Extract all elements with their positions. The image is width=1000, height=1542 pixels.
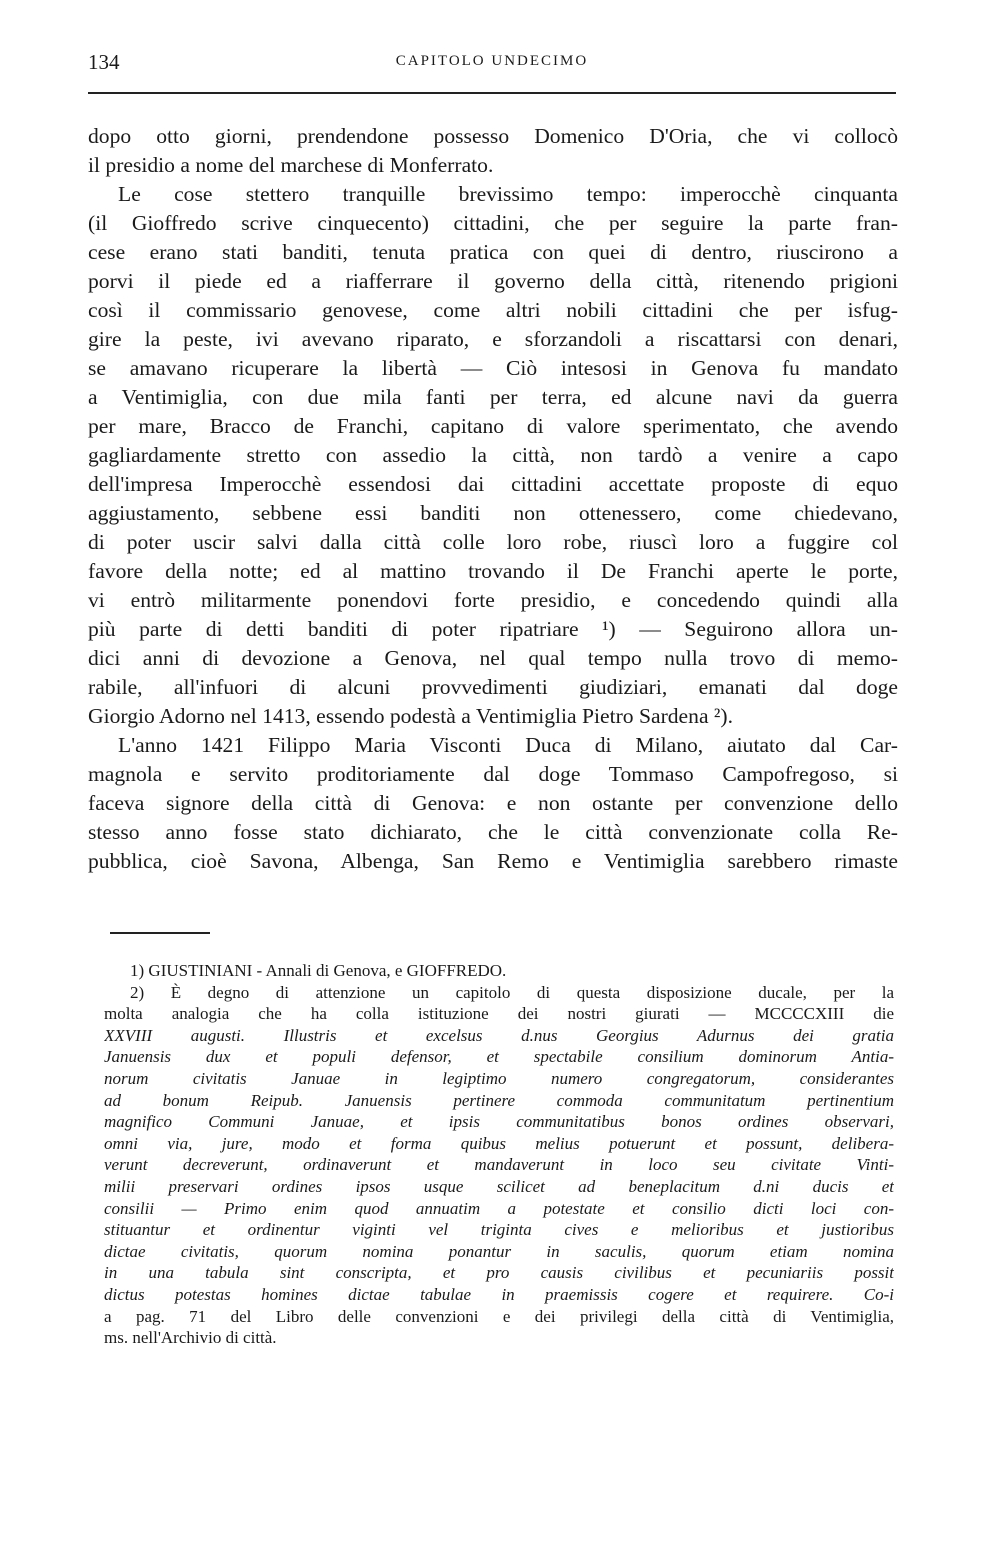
footnote-line: norum civitatis Januae in legiptimo numero congregatorum, considerantes (104, 1068, 894, 1088)
body-line: L'anno 1421 Filippo Maria Visconti Duca di Milano, aiutato dal Car- (118, 733, 898, 757)
body-line: faceva signore della città di Genova: e non ostante per convenzione dello (88, 791, 898, 815)
footnote-line: XXVIII augusti. Illustris et excelsus d.nus Georgius Adurnus dei gratia (104, 1025, 894, 1045)
body-line: cese erano stati banditi, tenuta pratica con quei di dentro, riuscirono a (88, 240, 898, 264)
body-line: aggiustamento, sebbene essi banditi non ottenessero, come chiedevano, (88, 501, 898, 525)
footnote-line: 1) GIUSTINIANI - Annali di Genova, e GIOFFREDO. (130, 961, 507, 980)
footnote-line: dictae civitatis, quorum nomina ponantur in saculis, quorum etiam nomina (104, 1241, 894, 1261)
body-line: dopo otto giorni, prendendone possesso Domenico D'Oria, che vi collocò (88, 124, 898, 148)
running-head: CAPITOLO UNDECIMO (395, 53, 589, 69)
body-line: rabile, all'infuori di alcuni provvedimenti giudiziari, emanati dal doge (88, 675, 898, 699)
footnote-rule (110, 932, 210, 934)
footnote-line: ms. nell'Archivio di città. (104, 1328, 277, 1348)
body-line: magnola e servito proditoriamente dal doge Tommaso Campofregoso, si (88, 762, 898, 786)
body-line: vi entrò militarmente ponendovi forte presidio, e concedendo quindi alla (88, 588, 898, 612)
page-header (88, 50, 896, 84)
body-line: il presidio a nome del marchese di Monferrato. (88, 153, 494, 177)
footnote-line: 2) È degno di attenzione un capitolo di questa disposizione ducale, per la (130, 982, 894, 1002)
body-line: a Ventimiglia, con due mila fanti per terra, ed alcune navi da guerra (88, 385, 898, 409)
footnote-line: dictus potestas homines dictae tabulae in praemissis cogere et requirere. Co-i (104, 1284, 894, 1304)
body-line: stesso anno fosse stato dichiarato, che le città convenzionate colla Re- (88, 820, 898, 844)
footnote-line: in una tabula sint conscripta, et pro causis civilibus et pecuniariis possit (104, 1263, 894, 1283)
footnote-line: verunt decreverunt, ordinaverunt et mandaverunt in loco seu civitate Vinti- (104, 1155, 894, 1175)
footnotes (104, 960, 894, 1349)
body-line: porvi il piede ed a riafferrare il governo della città, ritenendo prigioni (88, 269, 898, 293)
footnote-line: stituantur et ordinentur viginti vel triginta cives e melioribus et justioribus (104, 1220, 894, 1240)
body-line: per mare, Bracco de Franchi, capitano di valore sperimentato, che avendo (88, 414, 898, 438)
body-line: se amavano ricuperare la libertà — Ciò intesosi in Genova fu mandato (88, 356, 898, 380)
footnote-line: milii preservari ordines ipsos usque scilicet ad beneplacitum d.ni ducis et (104, 1176, 894, 1196)
body-text (88, 122, 898, 876)
footnote-line: consilii — Primo enim quod annuatim a potestate et consilio dicti loci con- (104, 1198, 894, 1218)
body-line: dici anni di devozione a Genova, nel qual tempo nulla trovo di memo- (88, 646, 898, 670)
footnote-line: Januensis dux et populi defensor, et spectabile consilium dominorum Antia- (104, 1047, 894, 1067)
footnote-line: ad bonum Reipub. Januensis pertinere commoda communitatum pertinentium (104, 1090, 894, 1110)
footnote-line: magnifico Communi Januae, et ipsis communitatibus bonos ordines observari, (104, 1112, 894, 1132)
body-line: Le cose stettero tranquille brevissimo tempo: imperocchè cinquanta (118, 182, 898, 206)
body-line: di poter uscir salvi dalla città colle loro robe, riuscì loro a fuggire col (88, 530, 898, 554)
body-line: pubblica, cioè Savona, Albenga, San Remo e Ventimiglia sarebbero rimaste (88, 849, 898, 873)
body-line: Giorgio Adorno nel 1413, essendo podestà a Ventimiglia Pietro Sardena ²). (88, 704, 733, 728)
header-rule (88, 92, 896, 94)
body-line: gire la peste, ivi avevano riparato, e sforzandoli a riscattarsi con denari, (88, 327, 898, 351)
body-line: più parte di detti banditi di poter ripatriare ¹) — Seguirono allora un- (88, 617, 898, 641)
body-line: così il commissario genovese, come altri nobili cittadini che per isfug- (88, 298, 898, 322)
footnote-line: molta analogia che ha colla istituzione dei nostri giurati — MCCCCXIII die (104, 1004, 894, 1024)
body-line: (il Gioffredo scrive cinquecento) cittadini, che per seguire la parte fran- (88, 211, 898, 235)
body-line: gagliardamente stretto con assedio la città, non tardò a venire a capo (88, 443, 898, 467)
footnote-line: omni via, jure, modo et forma quibus melius potuerunt et possunt, delibera- (104, 1133, 894, 1153)
body-line: favore della notte; ed al mattino trovando il De Franchi aperte le porte, (88, 559, 898, 583)
page-number: 134 (88, 50, 120, 74)
body-line: dell'impresa Imperocchè essendosi dai cittadini accettate proposte di equo (88, 472, 898, 496)
footnote-line: a pag. 71 del Libro delle convenzioni e dei privilegi della città di Ventimiglia, (104, 1306, 894, 1326)
